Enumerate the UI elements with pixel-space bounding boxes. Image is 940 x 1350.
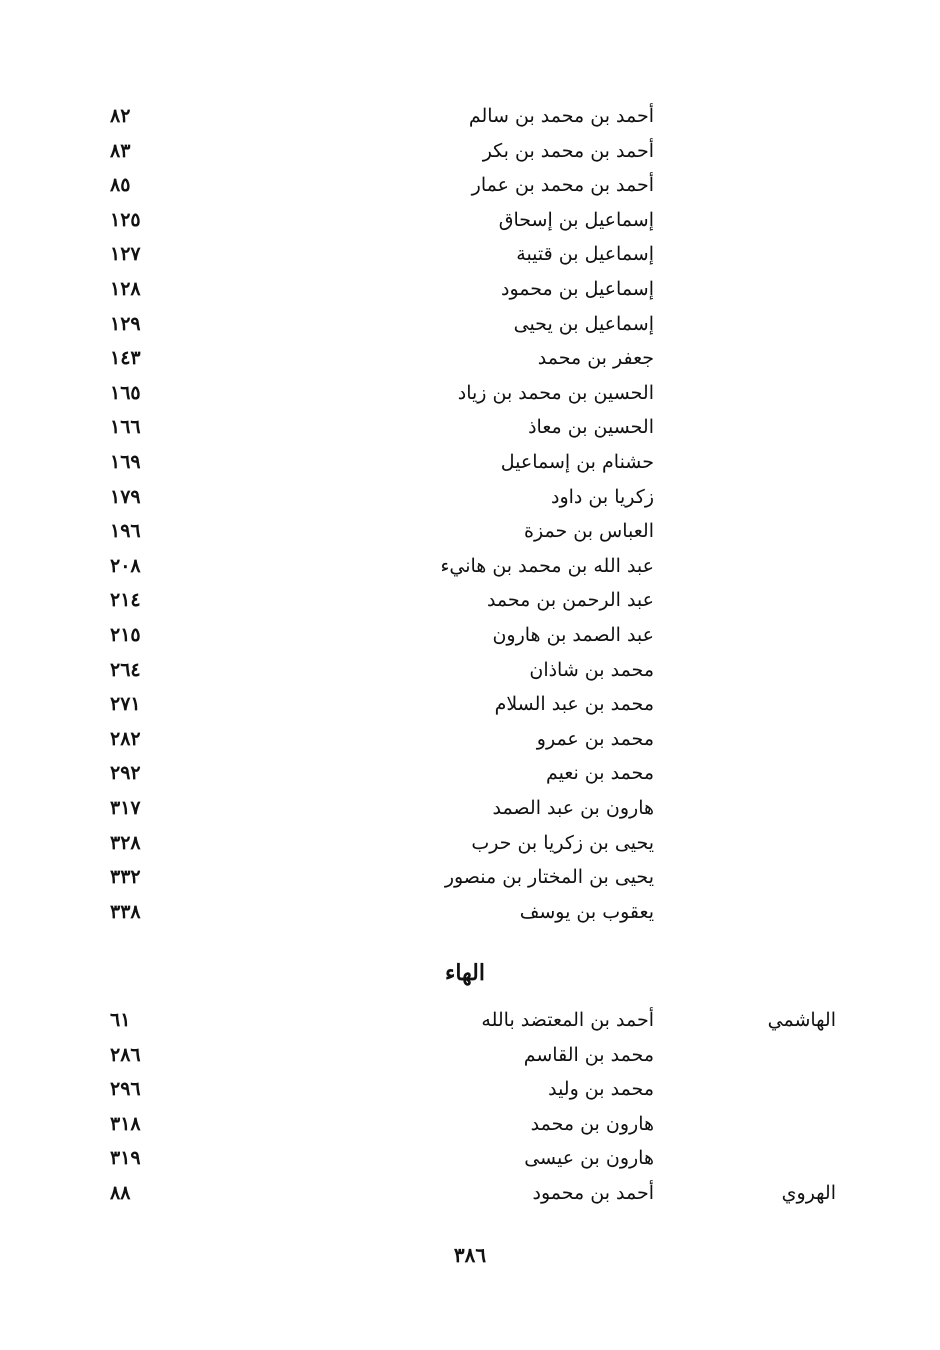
entry-name: محمد بن شاذان (529, 658, 654, 681)
index-entry (0, 1141, 940, 1175)
index-entry (0, 237, 940, 271)
entry-name: إسماعيل بن قتيبة (516, 243, 654, 266)
entry-page-number: ٣٣٨ (110, 900, 141, 923)
entry-name: إسماعيل بن يحيى (513, 312, 654, 335)
entry-name: هارون بن عيسى (524, 1147, 654, 1170)
index-entry (0, 687, 940, 721)
entry-nisba: الهروي (781, 1182, 836, 1204)
entry-page-number: ٢٩٢ (110, 762, 141, 785)
entry-page-number: ٦١ (110, 1009, 131, 1031)
entry-name: عبد الرحمن بن محمد (486, 589, 654, 612)
index-entry (0, 895, 940, 929)
index-entry (0, 722, 940, 756)
entry-name: أحمد بن محمد بن بكر (482, 139, 654, 162)
entry-page-number: ٢٨٦ (110, 1043, 141, 1066)
page-number: ٣٨٦ (453, 1243, 487, 1267)
entry-name: زكريا بن داود (551, 485, 654, 508)
entry-page-number: ١٢٩ (110, 312, 141, 335)
entry-page-number: ٢٨٢ (110, 727, 141, 750)
entry-page-number: ٨٢ (110, 105, 131, 127)
index-entry (0, 549, 940, 583)
entry-name: إسماعيل بن محمود (501, 278, 654, 300)
entry-page-number: ٨٨ (110, 1182, 131, 1204)
entry-page-number: ٨٣ (110, 139, 131, 162)
index-entry (0, 514, 940, 548)
entry-page-number: ١٦٩ (110, 451, 141, 473)
entry-name: جعفر بن محمد (537, 347, 654, 370)
entry-page-number: ٢٦٤ (110, 658, 141, 681)
index-entry (0, 583, 940, 617)
index-entry (0, 480, 940, 514)
entry-page-number: ٣١٨ (110, 1112, 141, 1135)
entry-name: هارون بن عبد الصمد (492, 797, 654, 819)
entry-name: أحمد بن محمد بن عمار (471, 174, 654, 197)
entry-page-number: ١٦٥ (110, 381, 141, 404)
index-entry (0, 826, 940, 860)
index-entry (0, 168, 940, 202)
index-entry (0, 1038, 940, 1072)
entry-page-number: ٣١٩ (110, 1147, 141, 1170)
index-entry (0, 410, 940, 444)
entry-page-number: ٢١٤ (110, 589, 141, 612)
entry-name: أحمد بن المعتضد بالله (481, 1009, 654, 1031)
entry-name: عبد الصمد بن هارون (492, 624, 654, 646)
entry-name: يحيى بن زكريا بن حرب (471, 831, 654, 854)
entry-page-number: ٢٧١ (110, 693, 141, 716)
section-heading: الهاء (444, 960, 485, 986)
entry-name: محمد بن عبد السلام (494, 693, 654, 716)
index-entry (0, 445, 940, 479)
entry-name: العباس بن حمزة (524, 520, 654, 543)
index-entry (0, 791, 940, 825)
index-entry (0, 618, 940, 652)
index-entry (0, 1003, 940, 1037)
entry-page-number: ٢٠٨ (110, 554, 141, 577)
entry-page-number: ١٧٩ (110, 485, 141, 508)
index-entry (0, 307, 940, 341)
entry-name: أحمد بن محمد بن سالم (468, 105, 654, 127)
entry-page-number: ٨٥ (110, 174, 131, 197)
index-entry (0, 860, 940, 894)
index-entry (0, 341, 940, 375)
index-entry (0, 653, 940, 687)
entry-page-number: ١٦٦ (110, 416, 141, 439)
entry-name: محمد بن وليد (548, 1078, 654, 1101)
entry-page-number: ٣٣٢ (110, 866, 141, 889)
entry-name: يحيى بن المختار بن منصور (444, 866, 654, 889)
entry-name: حشنام بن إسماعيل (500, 451, 654, 473)
entry-name: الحسين بن محمد بن زياد (457, 381, 654, 404)
entry-name: إسماعيل بن إسحاق (498, 208, 654, 231)
index-entry (0, 1107, 940, 1141)
entry-page-number: ١٢٧ (110, 243, 141, 266)
index-entry (0, 99, 940, 133)
entry-page-number: ١٢٨ (110, 278, 141, 300)
entry-page-number: ٢٩٦ (110, 1078, 141, 1101)
entry-page-number: ١٢٥ (110, 208, 141, 231)
entry-name: الحسين بن معاذ (528, 416, 654, 439)
index-entry (0, 203, 940, 237)
entry-name: يعقوب بن يوسف (519, 900, 654, 923)
entry-page-number: ١٩٦ (110, 520, 141, 543)
entry-name: محمد بن القاسم (523, 1043, 654, 1066)
index-entry (0, 1072, 940, 1106)
index-entry (0, 756, 940, 790)
entry-name: عبد الله بن محمد بن هانيء (440, 554, 654, 577)
index-entry (0, 134, 940, 168)
entry-page-number: ٢١٥ (110, 624, 141, 646)
index-entry (0, 272, 940, 306)
entry-name: هارون بن محمد (530, 1112, 654, 1135)
entry-name: محمد بن نعيم (545, 762, 654, 785)
index-entry (0, 376, 940, 410)
entry-name: محمد بن عمرو (536, 727, 654, 750)
entry-name: أحمد بن محمود (532, 1182, 654, 1204)
entry-page-number: ٣٢٨ (110, 831, 141, 854)
entry-nisba: الهاشمي (767, 1009, 836, 1031)
entry-page-number: ٣١٧ (110, 797, 141, 819)
entry-page-number: ١٤٣ (110, 347, 141, 370)
index-entry (0, 1176, 940, 1210)
